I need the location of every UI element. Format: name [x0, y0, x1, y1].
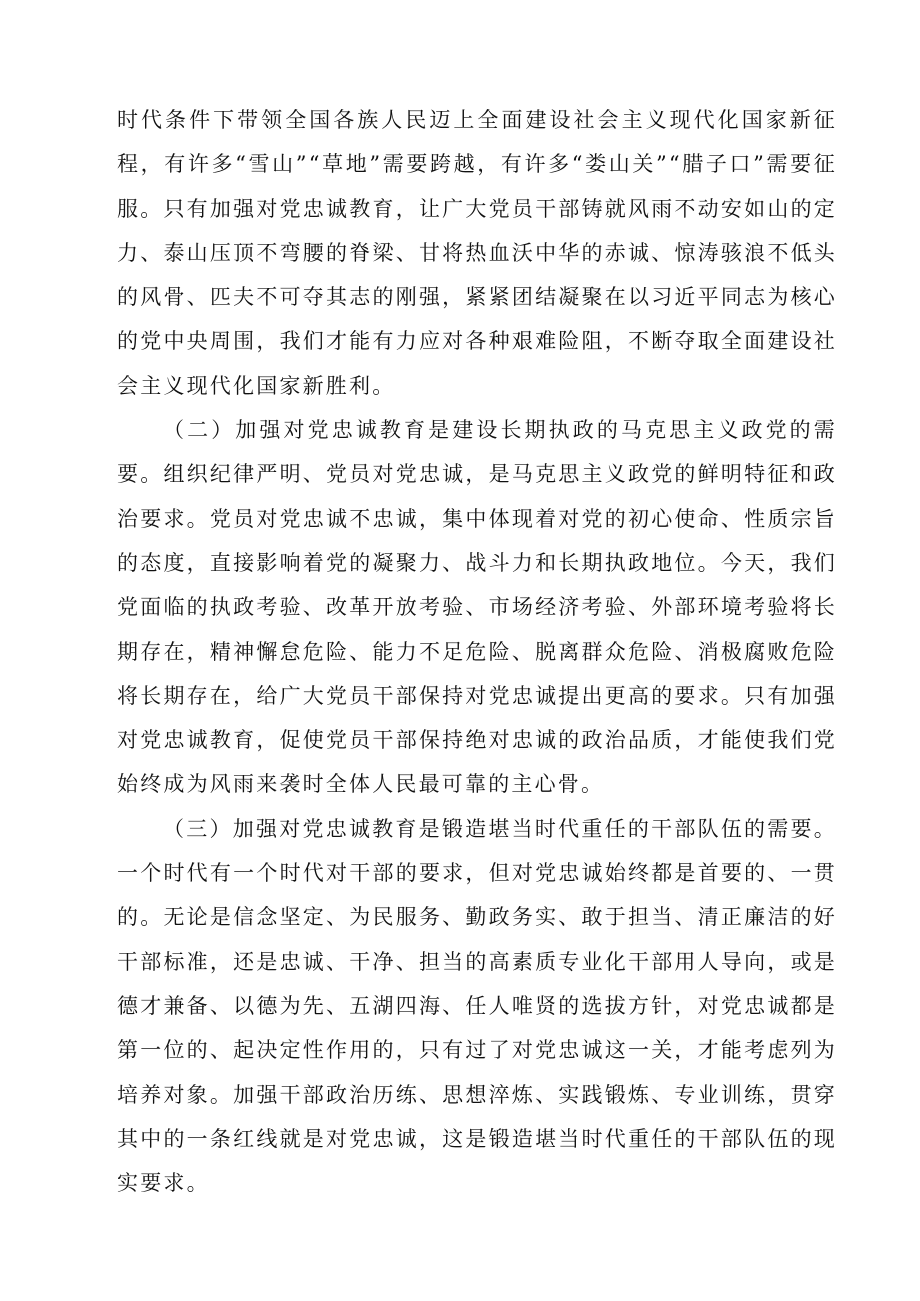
paragraph-section-three: （三）加强对党忠诚教育是锻造堪当时代重任的干部队伍的需要。一个时代有一个时代对干部的要求，但对党忠诚始终都是首要的、一贯的。无论是信念坚定、为民服务、勤政务实、敢于担当、清正廉洁的好干部标准，还是忠诚、干净、担当的高素质专业化干部用人导向，或是德才兼备、以德为先、五湖四海、任人唯贤的选拔方针，对党忠诚都是第一位的、起决定性作用的，只有过了对党忠诚这一关，才能考虑列为培养对象。加强干部政治历练、思想淬炼、实践锻炼、专业训练，贯穿其中的一条红线就是对党忠诚，这是锻造堪当时代重任的干部队伍的现实要求。 [117, 816, 837, 1196]
paragraph-continuation: 时代条件下带领全国各族人民迈上全面建设社会主义现代化国家新征程，有许多“雪山”“草地”需要跨越，有许多“娄山关”“腊子口”需要征服。只有加强对党忠诚教育，让广大党员干部铸就风雨不动安如山的定力、泰山压顶不弯腰的脊梁、甘将热血沃中华的赤诚、惊涛骇浪不低头的风骨、匹夫不可夺其志的刚强，紧紧团结凝聚在以习近平同志为核心的党中央周围，我们才能有力应对各种艰难险阻，不断夺取全面建设社会主义现代化国家新胜利。 [117, 108, 837, 398]
document-page [117, 98, 837, 1205]
paragraph-section-two: （二）加强对党忠诚教育是建设长期执政的马克思主义政党的需要。组织纪律严明、党员对党忠诚，是马克思主义政党的鲜明特征和政治要求。党员对党忠诚不忠诚，集中体现着对党的初心使命、性质宗旨的态度，直接影响着党的凝聚力、战斗力和长期执政地位。今天，我们党面临的执政考验、改革开放考验、市场经济考验、外部环境考验将长期存在，精神懈怠危险、能力不足危险、脱离群众危险、消极腐败危险将长期存在，给广大党员干部保持对党忠诚提出更高的要求。只有加强对党忠诚教育，促使党员干部保持绝对忠诚的政治品质，才能使我们党始终成为风雨来袭时全体人民最可靠的主心骨。 [117, 418, 837, 797]
